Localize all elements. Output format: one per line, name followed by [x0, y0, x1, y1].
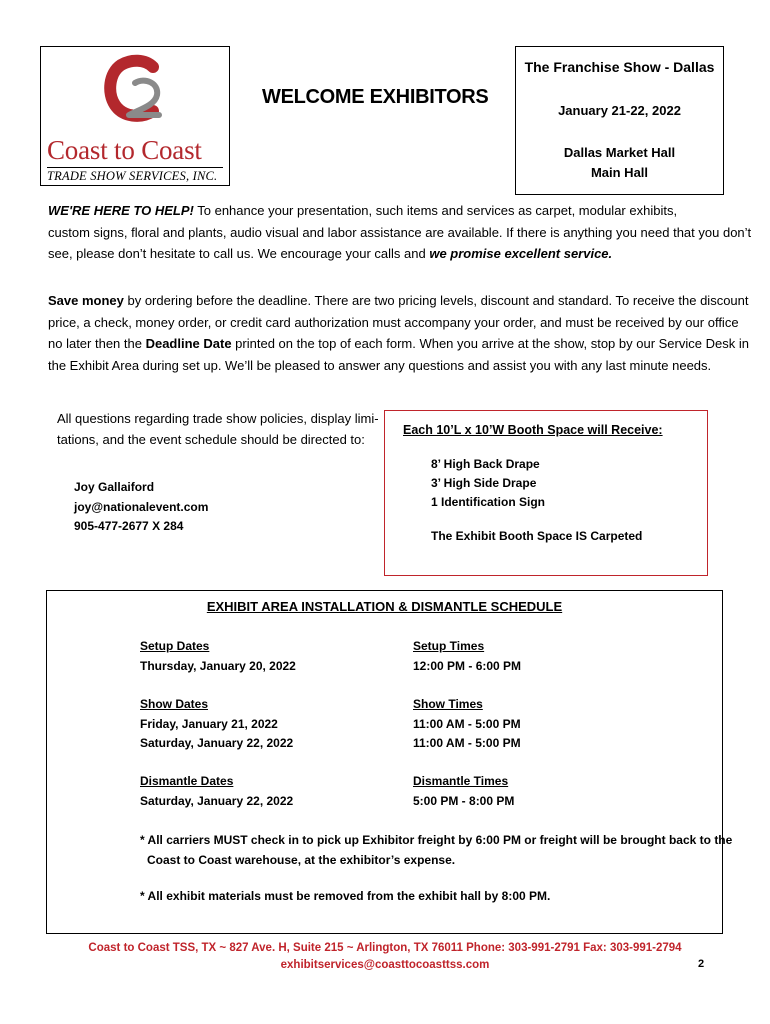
savings-line-3a: no later then the — [48, 336, 146, 351]
logo-brand-text: Coast to Coast — [47, 135, 202, 165]
show-times-col — [413, 695, 521, 754]
schedule-title: EXHIBIT AREA INSTALLATION & DISMANTLE SCHEDULE — [206, 599, 563, 614]
booth-item: 1 Identification Sign — [431, 495, 546, 509]
show-dates: January 21-22, 2022 — [558, 103, 681, 118]
footer — [0, 940, 770, 974]
footer-address: Coast to Coast TSS, TX ~ 827 Ave. H, Suite 215 ~ Arlington, TX 76011 Phone: 303-991-2791 Fax: 303-991-2794 — [88, 942, 682, 954]
setup-date: Thursday, January 20, 2022 — [140, 658, 296, 673]
show-date: Saturday, January 22, 2022 — [140, 736, 294, 750]
dismantle-dates-label: Dismantle Dates — [140, 774, 234, 788]
booth-heading: Each 10’L x 10’W Booth Space will Receive: — [403, 423, 663, 437]
dismantle-times-label: Dismantle Times — [413, 774, 509, 788]
intro-paragraph — [48, 200, 752, 265]
questions-line-1: All questions regarding trade show policies, display limi- — [57, 411, 379, 426]
questions-text — [57, 408, 377, 450]
setup-dates — [140, 637, 296, 676]
contact-block — [74, 478, 208, 537]
savings-lead: Save money — [48, 293, 124, 308]
show-time: 11:00 AM - 5:00 PM — [413, 736, 521, 750]
dismantle-date: Saturday, January 22, 2022 — [140, 793, 294, 808]
company-logo — [40, 46, 230, 186]
contact-phone: 905-477-2677 X 284 — [74, 519, 184, 533]
deadline-date-label: Deadline Date — [145, 336, 232, 351]
c2c-logo-mark-icon — [101, 53, 171, 131]
show-info-box — [515, 46, 724, 195]
show-dates-col — [140, 695, 293, 754]
setup-times-label: Setup Times — [413, 639, 485, 653]
contact-name: Joy Gallaiford — [74, 480, 155, 494]
dismantle-times — [413, 772, 514, 811]
removal-note: * All exhibit materials must be removed from the exhibit hall by 8:00 PM. — [140, 889, 551, 903]
show-date: Friday, January 21, 2022 — [140, 716, 278, 731]
intro-line-1: To enhance your presentation, such items and services as carpet, modular exhibits, — [193, 203, 678, 218]
savings-line-2: price, a check, money order, or credit card authorization must accompany your order, and must be received by our office — [48, 314, 739, 330]
questions-line-2: tations, and the event schedule should be directed to: — [57, 432, 365, 447]
setup-time: 12:00 PM - 6:00 PM — [413, 658, 522, 673]
show-hall: Main Hall — [590, 165, 649, 180]
dismantle-dates — [140, 772, 293, 811]
contact-email: joy@nationalevent.com — [74, 499, 209, 514]
savings-line-1: by ordering before the deadline. There are two pricing levels, discount and standard. To receive the discount — [123, 293, 749, 308]
show-time: 11:00 AM - 5:00 PM — [413, 716, 521, 731]
intro-promise: we promise excellent service. — [429, 246, 613, 261]
dismantle-time: 5:00 PM - 8:00 PM — [413, 793, 515, 808]
booth-item: 8’ High Back Drape — [431, 457, 540, 471]
carrier-note-line-2: Coast to Coast warehouse, at the exhibitor’s expense. — [147, 852, 456, 867]
show-times-label: Show Times — [413, 697, 483, 711]
carrier-note — [140, 831, 732, 870]
logo-subtitle: TRADE SHOW SERVICES, INC. — [47, 169, 218, 183]
setup-times — [413, 637, 521, 676]
intro-lead: WE'RE HERE TO HELP! — [48, 203, 194, 218]
show-dates-label: Show Dates — [140, 697, 209, 711]
carrier-note-line-1: * All carriers MUST check in to pick up Exhibitor freight by 6:00 PM or freight will be brought back to the — [140, 833, 733, 847]
logo-divider — [47, 167, 223, 168]
setup-dates-label: Setup Dates — [140, 639, 210, 653]
booth-package-box — [384, 410, 708, 576]
footer-email: exhibitservices@coasttocoasttss.com — [280, 959, 490, 971]
intro-line-2: custom signs, floral and plants, audio visual and labor assistance are available. If there is anything you need that you don’t — [48, 224, 752, 240]
schedule-box — [46, 590, 733, 934]
show-name: The Franchise Show - Dallas — [524, 59, 715, 75]
booth-carpet-note: The Exhibit Booth Space IS Carpeted — [431, 529, 643, 543]
savings-line-4: the Exhibit Area during set up. We’ll be pleased to answer any questions and assist you with any last minute needs. — [48, 357, 712, 373]
page-title: WELCOME EXHIBITORS — [262, 86, 489, 108]
intro-line-3: see, please don’t hesitate to call us. We encourage your calls and — [48, 246, 430, 261]
savings-paragraph — [48, 290, 749, 376]
booth-item: 3’ High Side Drape — [431, 476, 537, 490]
booth-items-list — [431, 455, 545, 512]
savings-line-3c: printed on the top of each form. When you arrive at the show, stop by our Service Desk in — [231, 336, 749, 351]
show-venue: Dallas Market Hall — [563, 145, 676, 160]
page-number: 2 — [698, 958, 705, 970]
